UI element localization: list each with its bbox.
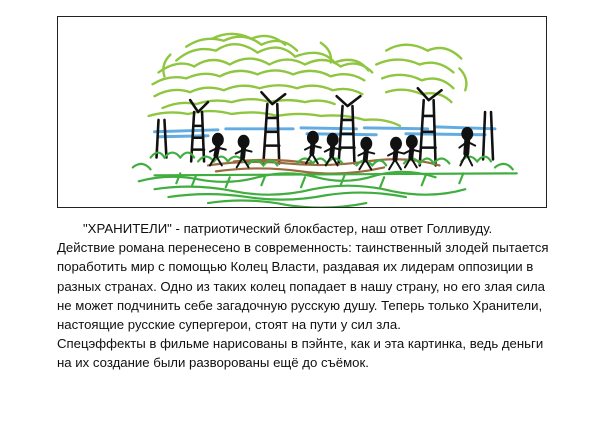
figure: [210, 134, 226, 166]
sky-strip: [155, 127, 495, 137]
illustration-frame: [57, 16, 547, 208]
figure: [404, 136, 420, 168]
hand-drawn-paint-illustration: [58, 17, 546, 207]
caption-paragraph-2: Спецэффекты в фильме нарисованы в пэйнте, как и эта картинка, ведь деньги на их создание были разворованы ещё до съёмок.: [57, 336, 544, 371]
caption-block: [57, 219, 549, 373]
foliage-scribbles: [149, 34, 467, 126]
figure: [388, 138, 404, 170]
caption-paragraph-1: "ХРАНИТЕЛИ" - патриотический блокбастер, наш ответ Голливуду. Действие романа перенесено в современность: таинственный злодей пытается поработить мир с помощью Колец Власти, раздавая их лидерам оппозиции в разных странах. Одно из таких колец попадает в нашу страну, но его злая сила не может подчинить себе загадочную русскую душу. Теперь только Хранители, настоящие русские супергерои, стоят на пути у сил зла.: [57, 221, 549, 333]
